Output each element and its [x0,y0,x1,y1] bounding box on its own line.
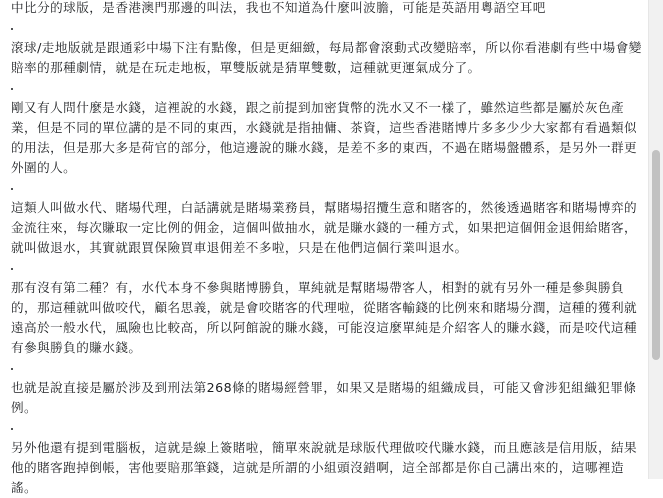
paragraph-water-money: 剛又有人問什麼是水錢，這裡說的水錢，跟之前提到加密貨幣的洗水又不一樣了，雖然這些都是屬於灰色產業，但是不同的單位講的是不同的東西，水錢就是指抽傭、茶資，這些香港賭博片多多少少大家都有看過類似的用法，但是那大多是荷官的部分，他這邊說的賺水錢，是差不多的東西，不過在賭場盤體系，是另外一群更外圍的人。 [11,100,638,175]
separator-dot [11,18,643,38]
post-body [11,0,643,498]
separator-dot-mark [11,88,13,90]
scrollbar-thumb[interactable] [652,150,660,360]
separator-dot-mark [11,428,13,430]
separator-dot [11,418,643,438]
paragraph-score-boards: 中比分的球版，是香港澳門那邊的叫法，我也不知道為什麼叫波膽，可能是英語用粵語空耳吧 [11,0,546,15]
separator-dot-mark [11,188,13,190]
separator-dot [11,258,643,278]
paragraph-water-agents: 這類人叫做水代、賭場代理，白話講就是賭場業務員，幫賭場招攬生意和賭客的，然後透過賭客和賭場博弈的金流往來，每次賺取一定比例的佣金，這個叫做抽水，就是賺水錢的一種方式，如果把這個佣金退佣給賭客，就叫做退水，其實就跟買保險買車退佣差不多啦，只是在他們這個行業叫退水。 [11,200,638,255]
separator-dot [11,358,643,378]
separator-dot [11,78,643,98]
separator-dot-mark [11,368,13,370]
paragraph-computer-board: 另外他還有提到電腦板，這就是線上簽賭啦，簡單來說就是球版代理做咬代賺水錢，而且應該是信用版，結果他的賭客跑掉倒帳，害他要賠那筆錢，這就是所謂的小組頭沒錯啊，這全部都是你自己講出來的，這哪裡造謠。 [11,440,638,495]
paragraph-live-betting: 滾球/走地版就是跟通彩中場下注有點像，但是更細緻，每局都會滾動式改變賠率，所以你看港劇有些中場會變賠率的那種劇情，就是在玩走地板，單雙版就是猜單雙數，這種就更運氣成分了。 [11,40,642,75]
paragraph-bite-agents: 那有沒有第二種？有，水代本身不參與賭博勝負，單純就是幫賭場帶客人，相對的就有另外一種是參與勝負的，那這種就叫做咬代，顧名思義，就是會咬賭客的代理啦，從賭客輸錢的比例來和賭場分潤，這種的獲利就遠高於一般水代，風險也比較高，所以阿館說的賺水錢，可能沒這麼單純是介紹客人的賺水錢，而是咬代這種有參與勝負的賺水錢。 [11,280,638,355]
paragraph-criminal-law: 也就是說直接是屬於涉及到刑法第268條的賭場經營罪，如果又是賭場的組織成員，可能又會涉犯組織犯罪條例。 [11,380,637,415]
separator-dot-mark [11,28,13,30]
vertical-scrollbar[interactable] [648,0,663,479]
separator-dot [11,178,643,198]
separator-dot-mark [11,268,13,270]
